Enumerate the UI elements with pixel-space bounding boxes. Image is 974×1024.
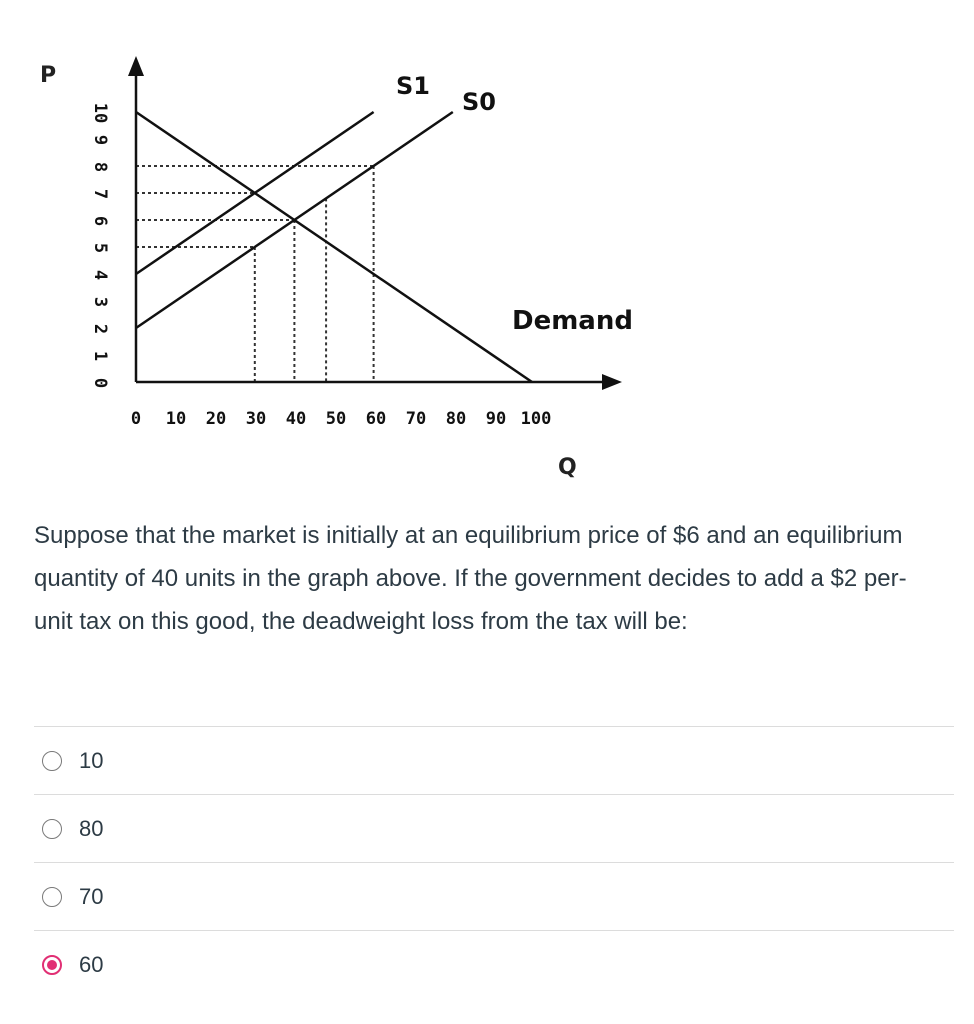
radio-button[interactable] (42, 751, 62, 771)
y-tick-label: 5 (90, 242, 110, 254)
supply-demand-chart (0, 0, 974, 500)
y-tick-label: 9 (90, 134, 110, 146)
answer-label: 70 (79, 883, 104, 909)
y-tick-label: 0 (90, 377, 110, 389)
x-tick-label: 90 (485, 409, 507, 429)
radio-button[interactable] (42, 819, 62, 839)
y-tick-label: 6 (90, 215, 110, 227)
y-tick-label: 1 (90, 350, 110, 362)
x-axis-arrow (602, 374, 622, 390)
x-tick-label: 50 (325, 409, 347, 429)
demand-curve (136, 112, 532, 382)
answer-option[interactable] (34, 930, 954, 998)
s1-label: S1 (396, 72, 430, 100)
y-axis-arrow (128, 56, 144, 76)
demand-label: Demand (512, 306, 633, 336)
x-tick-label: 30 (245, 409, 267, 429)
y-tick-label: 4 (90, 269, 110, 281)
y-tick-label: 3 (90, 296, 110, 308)
x-tick-label: 80 (445, 409, 467, 429)
x-tick-label: 40 (285, 409, 307, 429)
x-tick-label: 10 (165, 409, 187, 429)
answer-label: 10 (79, 747, 104, 773)
x-tick-label: 60 (365, 409, 387, 429)
y-axis-label: P (40, 63, 57, 88)
y-tick-label: 10 (90, 102, 110, 124)
answer-option[interactable] (34, 862, 954, 930)
answer-label: 60 (79, 951, 104, 977)
answer-option[interactable] (34, 794, 954, 862)
y-tick-label: 7 (90, 188, 110, 200)
x-tick-label: 20 (205, 409, 227, 429)
x-tick-label: 0 (130, 409, 142, 429)
answer-label: 80 (79, 815, 104, 841)
radio-button-selected[interactable] (42, 955, 62, 975)
chart-area (0, 0, 974, 500)
x-tick-label: 70 (405, 409, 427, 429)
s0-label: S0 (462, 88, 496, 116)
x-axis-label: Q (558, 455, 577, 480)
radio-button[interactable] (42, 887, 62, 907)
y-tick-label: 2 (90, 323, 110, 335)
y-tick-label: 8 (90, 161, 110, 173)
answer-option[interactable] (34, 726, 954, 794)
x-tick-label: 100 (520, 409, 552, 429)
answer-list (34, 726, 954, 998)
question-text: Suppose that the market is initially at an equilibrium price of $6 and an equilibrium quantity of 40 units in the graph above. If the government decides to add a $2 per-unit tax on this good, the deadweight loss from the tax will be: (34, 522, 907, 635)
